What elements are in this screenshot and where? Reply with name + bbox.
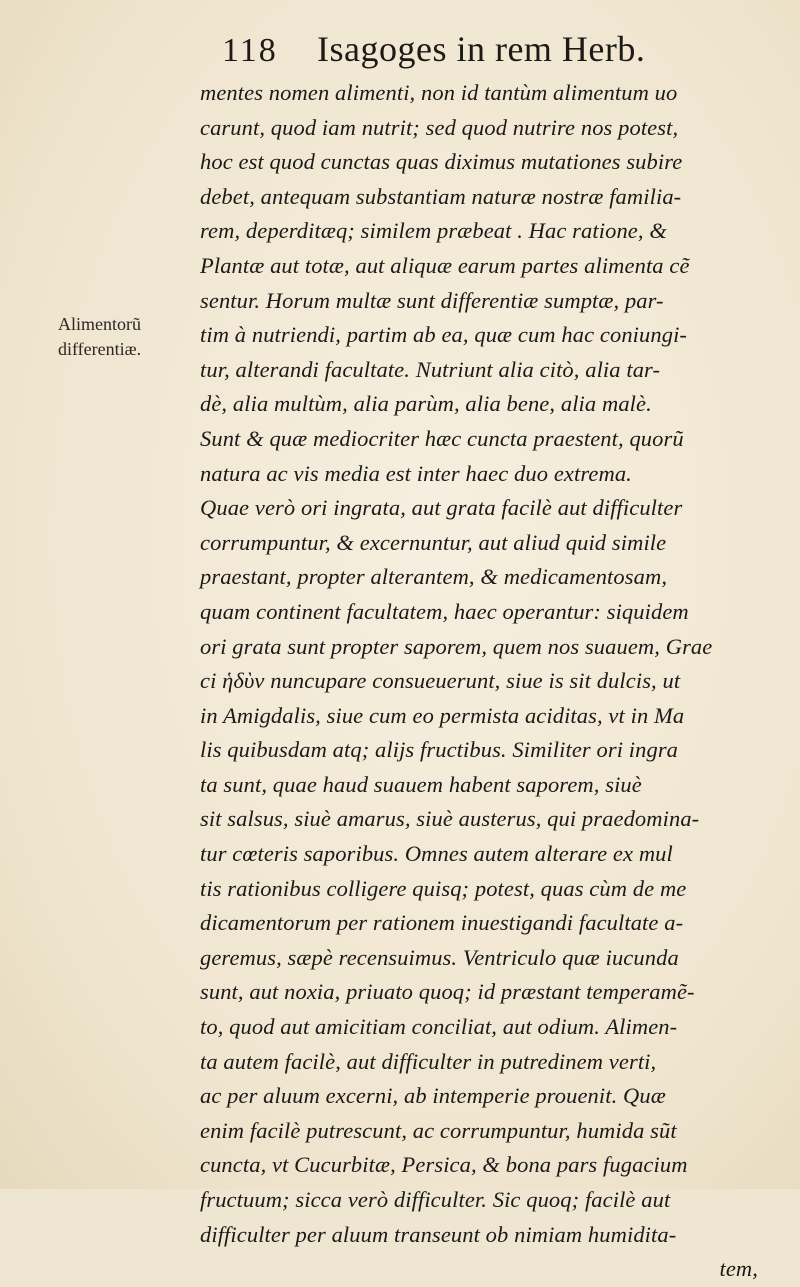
- text-line: Plantæ aut totæ, aut aliquæ earum partes alimenta cẽ: [200, 252, 690, 278]
- text-line: cuncta, vt Cucurbitæ, Persica, & bona pars fugacium: [200, 1152, 688, 1178]
- catchword: tem,: [719, 1256, 758, 1282]
- margin-note-line: differentiæ.: [58, 339, 142, 359]
- text-line: mentes nomen alimenti, non id tantùm alimentum uo: [200, 80, 678, 105]
- text-line: Sunt & quæ mediocriter hæc cuncta praestent, quorũ: [200, 425, 684, 451]
- text-line: ta sunt, quae haud suauem habent saporem, siuè: [200, 771, 642, 797]
- text-line: natura ac vis media est inter haec duo extrema.: [200, 460, 632, 486]
- text-line: to, quod aut amicitiam conciliat, aut odium. Alimen-: [200, 1014, 678, 1040]
- margin-note: [58, 312, 193, 362]
- text-line: sentur. Horum multæ sunt differentiæ sumptæ, par-: [200, 287, 664, 313]
- text-line: enim facilè putrescunt, ac corrumpuntur, humida sũt: [200, 1117, 677, 1143]
- text-line: quam continent facultatem, haec operantur: siquidem: [200, 598, 689, 624]
- text-line: praestant, propter alterantem, & medicamentosam,: [200, 564, 668, 590]
- text-line: in Amigdalis, siue cum eo permista aciditas, vt in Ma: [200, 702, 685, 728]
- margin-note-line: Alimentorũ: [58, 314, 141, 334]
- text-line: tur, alterandi facultate. Nutriunt alia citò, alia tar-: [200, 356, 661, 382]
- text-line: dicamentorum per rationem inuestigandi facultate a-: [200, 910, 684, 936]
- text-line: carunt, quod iam nutrit; sed quod nutrire nos potest,: [200, 114, 679, 140]
- text-line: sunt, aut noxia, priuato quoq; id præstant temperamẽ-: [200, 979, 695, 1005]
- text-line: lis quibusdam atq; alijs fructibus. Similiter ori ingra: [200, 737, 679, 763]
- text-line: ac per aluum excerni, ab intemperie prouenit. Quæ: [200, 1083, 666, 1109]
- text-line: Quae verò ori ingrata, aut grata facilè aut difficulter: [200, 495, 683, 521]
- text-line: rem, deperditæq; similem præbeat . Hac ratione, &: [200, 218, 667, 244]
- text-line: ori grata sunt propter saporem, quem nos suauem, Grae: [200, 633, 713, 659]
- text-line: difficulter per aluum transeunt ob nimiam humidita-: [200, 1221, 677, 1247]
- page-number: 118: [222, 32, 278, 69]
- text-line: corrumpuntur, & excernuntur, aut aliud quid simile: [200, 529, 667, 555]
- text-line: hoc est quod cunctas quas diximus mutationes subire: [200, 149, 683, 175]
- text-line: fructuum; sicca verò difficulter. Sic quoq; facilè aut: [200, 1187, 671, 1212]
- text-line: debet, antequam substantiam naturæ nostræ familia-: [200, 183, 682, 209]
- text-line: dè, alia multùm, alia parùm, alia bene, alia malè.: [200, 391, 652, 417]
- text-line: ta autem facilè, aut difficulter in putredinem verti,: [200, 1048, 657, 1074]
- text-line: geremus, sæpè recensuimus. Ventriculo quæ iucunda: [200, 944, 679, 970]
- body-text: [200, 76, 770, 1287]
- text-line: sit salsus, siuè amarus, siuè austerus, qui praedomina-: [200, 806, 700, 832]
- text-line: tim à nutriendi, partim ab ea, quæ cum hac coniungi-: [200, 322, 688, 348]
- text-line: tur cœteris saporibus. Omnes autem alterare ex mul: [200, 841, 673, 867]
- text-line: ci ἡδὺν nuncupare consueuerunt, siue is sit dulcis, ut: [200, 668, 681, 694]
- running-head: [222, 28, 662, 76]
- text-line: tis rationibus colligere quisq; potest, quas cùm de me: [200, 875, 687, 901]
- running-title: Isagoges in rem Herb.: [317, 29, 646, 69]
